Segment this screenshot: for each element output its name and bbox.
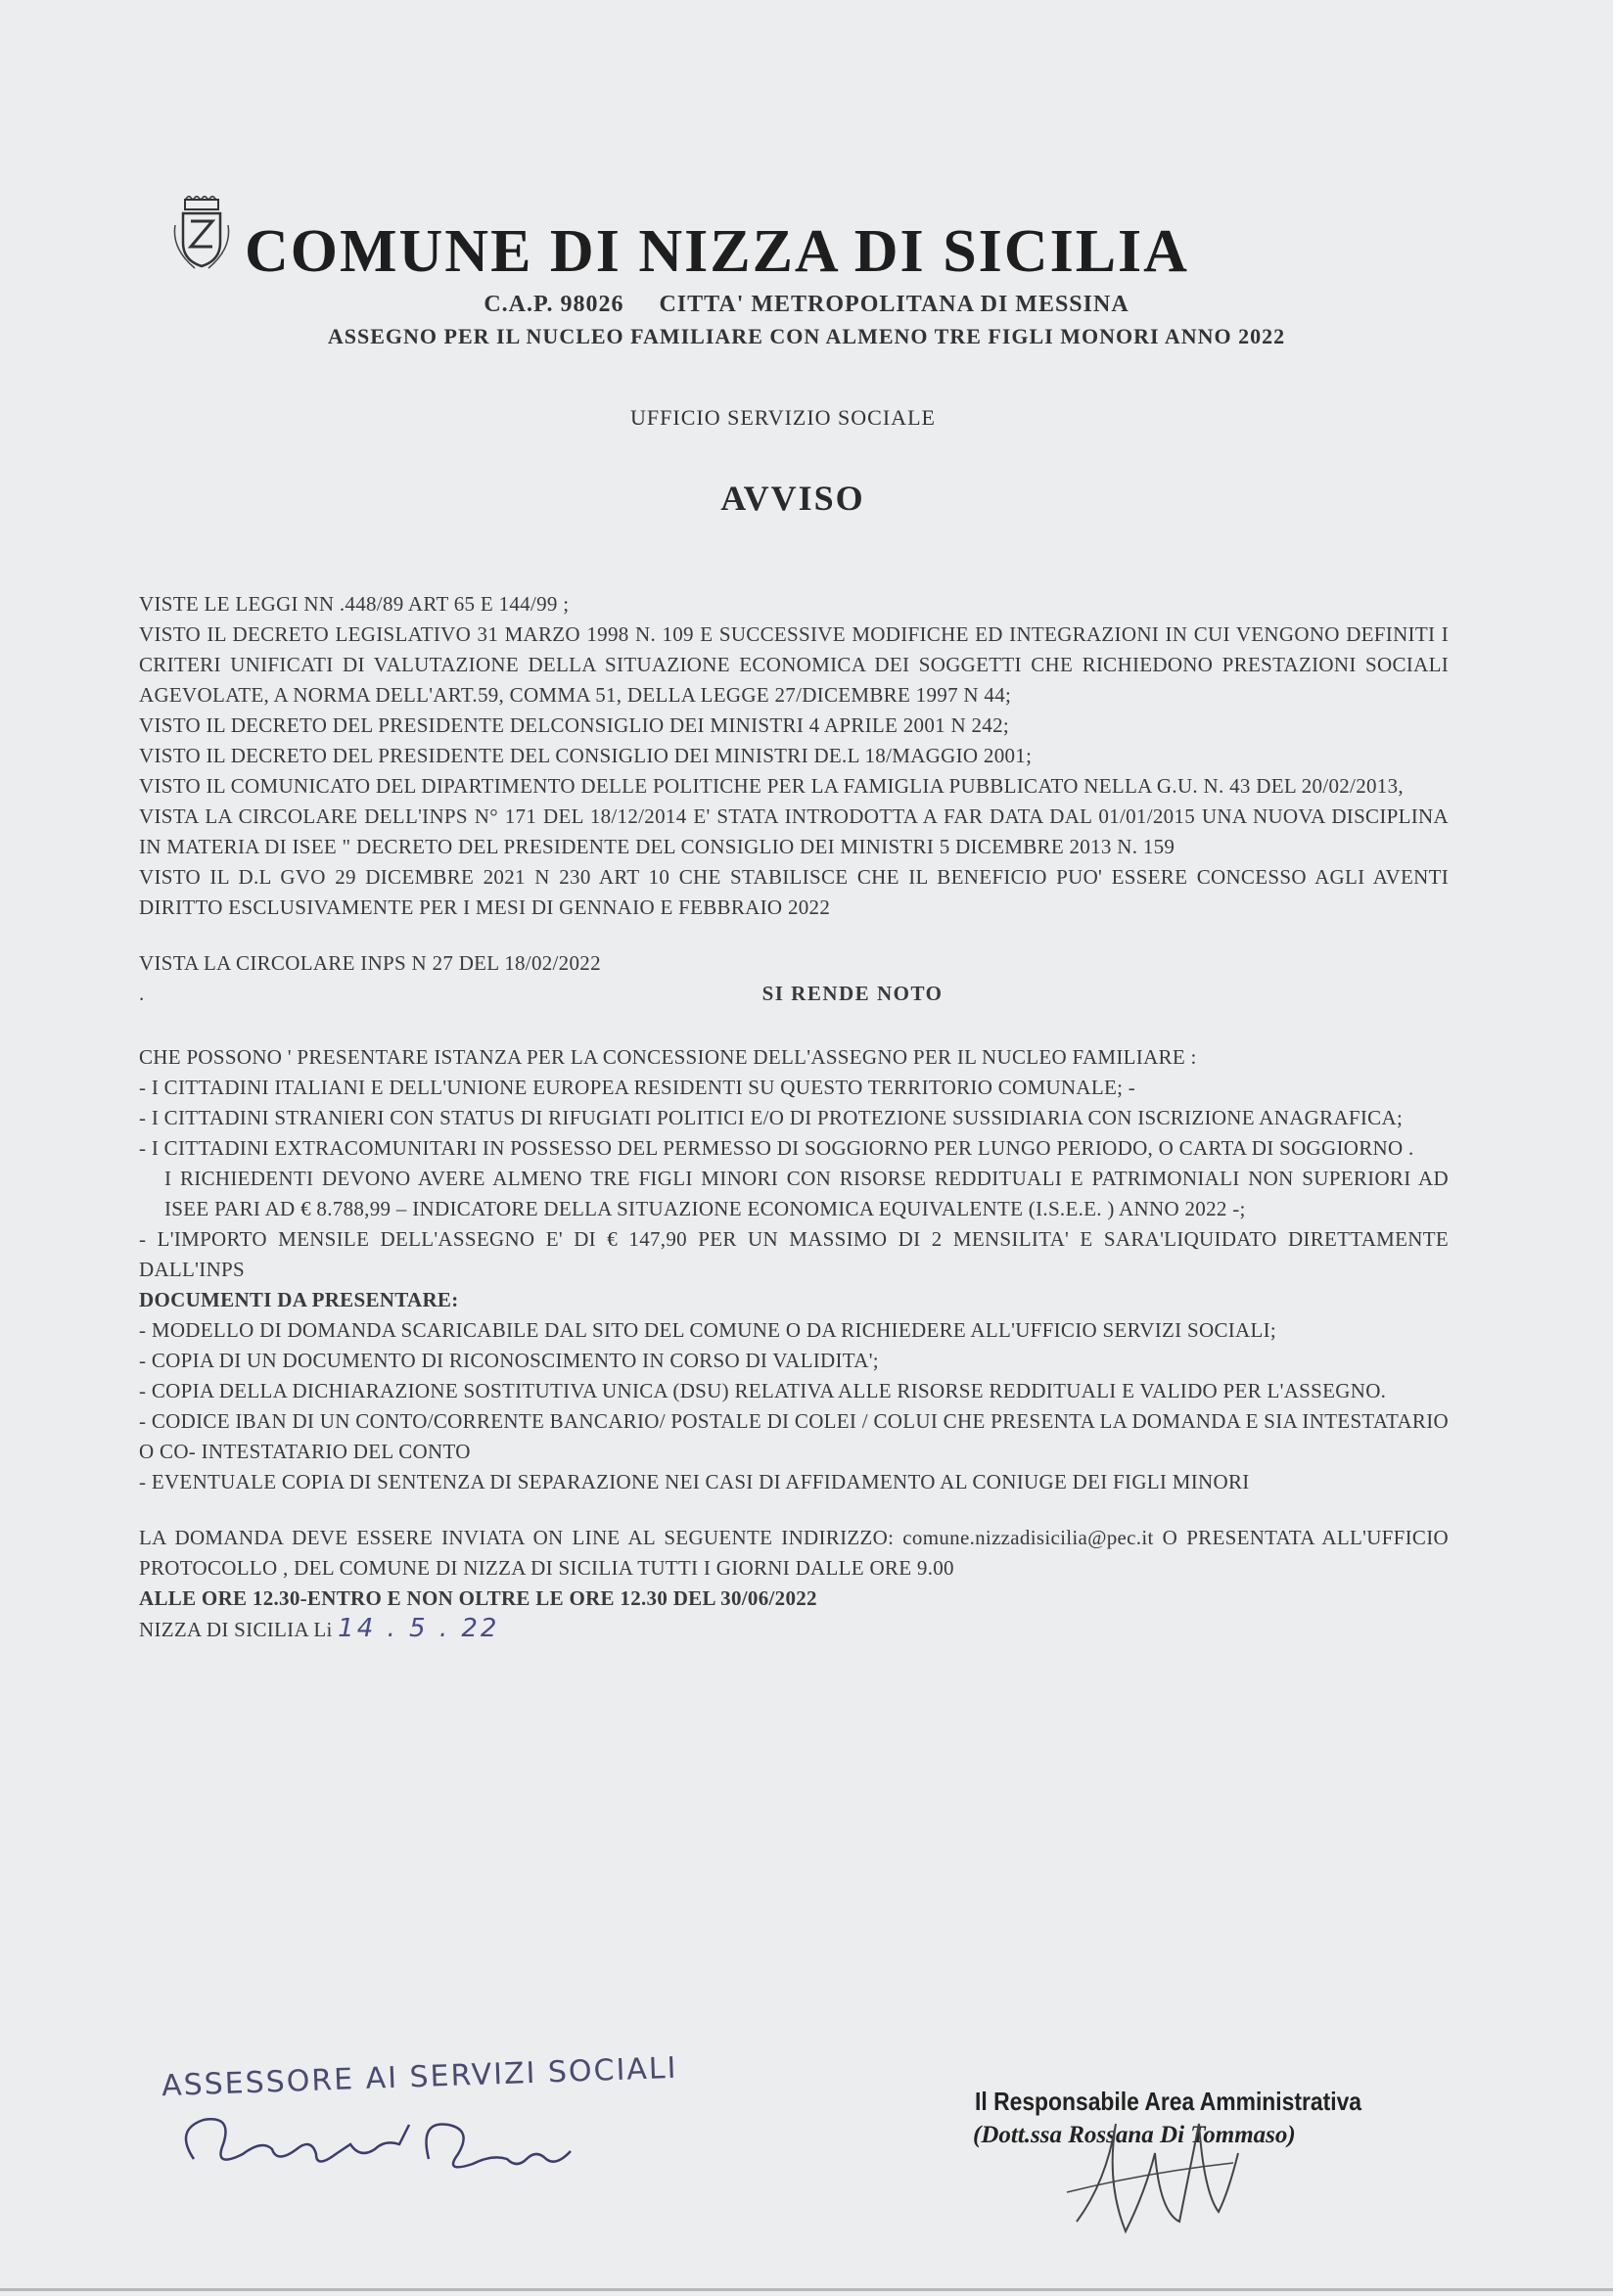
address-line [0,292,1613,318]
notice-heading: AVVISO [720,479,865,518]
responsible-signature-icon [1057,2104,1253,2251]
si-rende-noto-heading: SI RENDE NOTO [761,982,944,1005]
document-item: - COPIA DI UN DOCUMENTO DI RICONOSCIMENTO IN CORSO DI VALIDITA'; [139,1349,879,1372]
premise-item: VISTO IL DECRETO DEL PRESIDENTE DELCONSIGLIO DEI MINISTRI 4 APRILE 2001 N 242; [139,713,1010,737]
stray-dot: . [139,982,145,1005]
postal-code: C.A.P. 98026 [484,292,624,317]
place-date-label: NIZZA DI SICILIA Li [139,1618,333,1641]
income-requirement: I RICHIEDENTI DEVONO AVERE ALMENO TRE FIGLI MINORI CON RISORSE REDDITUALI E PATRIMONIALI NON SUPERIORI AD ISEE PARI AD € 8.788,99 – INDICATORE DELLA SITUAZIONE ECONOMICA EQUIVALENTE (I.S.E.E. ) ANNO 2022 -; [164,1167,1449,1220]
notice-body [139,589,1449,1645]
document-item: - CODICE IBAN DI UN CONTO/CORRENTE BANCARIO/ POSTALE DI COLEI / COLUI CHE PRESENTA LA DOMANDA E SIA INTESTATARIO O CO- INTESTATARIO DEL CONTO [139,1409,1449,1463]
circolare-line: VISTA LA CIRCOLARE INPS N 27 DEL 18/02/2022 [139,951,601,975]
si-rende-noto-line [139,979,1449,1009]
deadline-line: ALLE ORE 12.30-ENTRO E NON OLTRE LE ORE 12.30 DEL 30/06/2022 [139,1586,817,1610]
eligibility-item: - I CITTADINI STRANIERI CON STATUS DI RIFUGIATI POLITICI E/O DI PROTEZIONE SUSSIDIARIA CON ISCRIZIONE ANAGRAFICA; [139,1106,1404,1129]
eligibility-intro: CHE POSSONO ' PRESENTARE ISTANZA PER LA CONCESSIONE DELL'ASSEGNO PER IL NUCLEO FAMILIARE : [139,1045,1197,1069]
documents-heading: DOCUMENTI DA PRESENTARE: [139,1288,459,1311]
eligibility-item: - I CITTADINI ITALIANI E DELL'UNIONE EUROPEA RESIDENTI SU QUESTO TERRITORIO COMUNALE; - [139,1076,1136,1099]
assessore-role-handwritten: ASSESSORE AI SERVIZI SOCIALI [161,2050,679,2104]
scan-edge [0,2288,1613,2291]
premise-item: VISTO IL DECRETO DEL PRESIDENTE DEL CONSIGLIO DEI MINISTRI DE.L 18/MAGGIO 2001; [139,744,1033,767]
premise-item: VISTE LE LEGGI NN .448/89 ART 65 E 144/99 ; [139,592,570,616]
premise-item: VISTA LA CIRCOLARE DELL'INPS N° 171 DEL 18/12/2014 E' STATA INTRODOTTA A FAR DATA DAL 01/01/2015 UNA NUOVA DISCIPLINA IN MATERIA DI ISEE " DECRETO DEL PRESIDENTE DEL CONSIGLIO DEI MINISTRI 5 DICEMBRE 2013 N. 159 [139,804,1449,858]
notice-subject: ASSEGNO PER IL NUCLEO FAMILIARE CON ALMENO TRE FIGLI MONORI ANNO 2022 [327,324,1286,348]
responsible-name: (Dott.ssa Rossana Di Tommaso) [973,2122,1296,2148]
document-item: - COPIA DELLA DICHIARAZIONE SOSTITUTIVA UNICA (DSU) RELATIVA ALLE RISORSE REDDITUALI E VALIDO PER L'ASSEGNO. [139,1379,1387,1402]
responsible-title: Il Responsabile Area Amministrativa [975,2087,1362,2116]
place-date-line [139,1614,1449,1645]
office-name: UFFICIO SERVIZIO SOCIALE [630,405,936,430]
municipal-crest-icon [171,196,232,274]
handwritten-date: 14 . 5 . 22 [338,1614,500,1643]
eligibility-item: - I CITTADINI EXTRACOMUNITARI IN POSSESSO DEL PERMESSO DI SOGGIORNO PER LUNGO PERIODO, O CARTA DI SOGGIORNO . [139,1136,1414,1160]
premise-item: VISTO IL D.L GVO 29 DICEMBRE 2021 N 230 ART 10 CHE STABILISCE CHE IL BENEFICIO PUO' ESSERE CONCESSO AGLI AVENTI DIRITTO ESCLUSIVAMENTE PER I MESI DI GENNAIO E FEBBRAIO 2022 [139,865,1449,919]
document-item: - EVENTUALE COPIA DI SENTENZA DI SEPARAZIONE NEI CASI DI AFFIDAMENTO AL CONIUGE DEI FIGLI MINORI [139,1470,1250,1493]
monthly-amount: - L'IMPORTO MENSILE DELL'ASSEGNO E' DI € 147,90 PER UN MASSIMO DI 2 MENSILITA' E SARA'LIQUIDATO DIRETTAMENTE DALL'INPS [139,1227,1449,1281]
municipality-title: COMUNE DI NIZZA DI SICILIA [245,218,1189,285]
premise-item: VISTO IL DECRETO LEGISLATIVO 31 MARZO 1998 N. 109 E SUCCESSIVE MODIFICHE ED INTEGRAZIONI IN CUI VENGONO DEFINITI I CRITERI UNIFICATI DI VALUTAZIONE DELLA SITUAZIONE ECONOMICA DEI SOGGETTI CHE RICHIEDONO PRESTAZIONI SOCIALI AGEVOLATE, A NORMA DELL'ART.59, COMMA 51, DELLA LEGGE 27/DICEMBRE 1997 N 44; [139,622,1449,707]
document-item: - MODELLO DI DOMANDA SCARICABILE DAL SITO DEL COMUNE O DA RICHIEDERE ALL'UFFICIO SERVIZI SOCIALI; [139,1318,1277,1342]
assessore-signature-icon [155,2051,703,2198]
submission-instructions: LA DOMANDA DEVE ESSERE INVIATA ON LINE AL SEGUENTE INDIRIZZO: comune.nizzadisicilia@pec.it O PRESENTATA ALL'UFFICIO PROTOCOLLO , DEL COMUNE DI NIZZA DI SICILIA TUTTI I GIORNI DALLE ORE 9.00 [139,1526,1449,1580]
premise-item: VISTO IL COMUNICATO DEL DIPARTIMENTO DELLE POLITICHE PER LA FAMIGLIA PUBBLICATO NELLA G.U. N. 43 DEL 20/02/2013, [139,774,1404,798]
metropolitan-city: CITTA' METROPOLITANA DI MESSINA [659,292,1129,317]
